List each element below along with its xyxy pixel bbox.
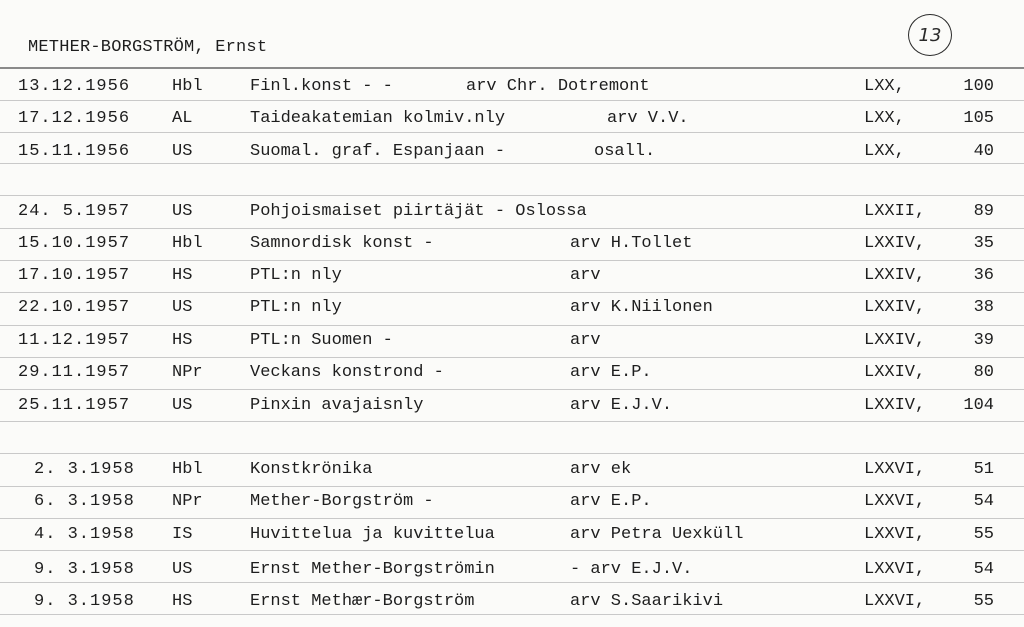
ruled-line (0, 550, 1024, 551)
ruled-line (0, 614, 1024, 615)
ruled-line (0, 421, 1024, 422)
ruled-line (0, 453, 1024, 454)
entry-source: NPr (172, 363, 203, 382)
entry-source: US (172, 202, 193, 221)
entry-source: Hbl (172, 77, 203, 96)
entry-page: 51 (973, 460, 994, 479)
entry-title: Pinxin avajaisnly (250, 396, 424, 415)
entry-source: HS (172, 266, 193, 285)
entry-source: US (172, 560, 193, 579)
entry-volume: LXX, (864, 109, 905, 128)
entry-review: arv H.Tollet (570, 234, 693, 253)
entry-review: arv K.Niilonen (570, 298, 713, 317)
entry-source: HS (172, 331, 193, 350)
entry-review: arv E.P. (570, 363, 652, 382)
entry-title: PTL:n nly (250, 266, 342, 285)
entry-review: arv Chr. Dotremont (466, 77, 650, 96)
entry-title: Finl.konst - - (250, 77, 393, 96)
entry-date: 17.10.1957 (18, 266, 131, 285)
entry-volume: LXXII, (864, 202, 926, 221)
entry-volume: LXXIV, (864, 331, 926, 350)
ruled-line (0, 195, 1024, 196)
entry-review: - arv E.J.V. (570, 560, 693, 579)
entry-review: arv (570, 266, 601, 285)
entry-volume: LXXIV, (864, 363, 926, 382)
ruled-line (0, 260, 1024, 261)
entry-title: Ernst Mether-Borgströmin (250, 560, 495, 579)
entry-source: HS (172, 592, 193, 611)
entry-page: 35 (973, 234, 994, 253)
entry-source: IS (172, 525, 193, 544)
ruled-line (0, 67, 1024, 69)
entry-title: Pohjoismaiset piirtäjät - Oslossa (250, 202, 587, 221)
entry-review: arv ek (570, 460, 632, 479)
entry-date: 24. 5.1957 (18, 202, 131, 221)
entry-volume: LXX, (864, 77, 905, 96)
entry-review: arv S.Saarikivi (570, 592, 724, 611)
ruled-line (0, 292, 1024, 293)
entry-title: PTL:n Suomen - (250, 331, 393, 350)
ruled-line (0, 389, 1024, 390)
entry-review: arv (570, 331, 601, 350)
entry-date: 13.12.1956 (18, 77, 131, 96)
entry-volume: LXXIV, (864, 298, 926, 317)
ruled-line (0, 486, 1024, 487)
entry-date: 22.10.1957 (18, 298, 131, 317)
entry-page: 100 (963, 77, 994, 96)
entry-page: 36 (973, 266, 994, 285)
entry-review: arv E.J.V. (570, 396, 673, 415)
entry-volume: LXXVI, (864, 560, 926, 579)
entry-title: PTL:n nly (250, 298, 342, 317)
ruled-line (0, 228, 1024, 229)
entry-volume: LXXIV, (864, 234, 926, 253)
entry-date: 6. 3.1958 (34, 492, 135, 511)
entry-review: arv V.V. (607, 109, 689, 128)
card-name: METHER-BORGSTRÖM, Ernst (28, 38, 268, 57)
entry-date: 11.12.1957 (18, 331, 131, 350)
entry-source: AL (172, 109, 193, 128)
entry-page: 105 (963, 109, 994, 128)
entry-source: US (172, 142, 193, 161)
entry-volume: LXXIV, (864, 266, 926, 285)
entry-volume: LXXVI, (864, 492, 926, 511)
entry-title: Konstkrönika (250, 460, 373, 479)
entry-date: 2. 3.1958 (34, 460, 135, 479)
ruled-line (0, 325, 1024, 326)
entry-review: osall. (594, 142, 656, 161)
entry-title: Samnordisk konst - (250, 234, 434, 253)
ruled-line (0, 582, 1024, 583)
ruled-line (0, 163, 1024, 164)
ruled-line (0, 518, 1024, 519)
entry-volume: LXXVI, (864, 525, 926, 544)
entry-review: arv E.P. (570, 492, 652, 511)
entry-source: Hbl (172, 460, 203, 479)
entry-volume: LXXIV, (864, 396, 926, 415)
entry-date: 15.10.1957 (18, 234, 131, 253)
entry-page: 55 (973, 592, 994, 611)
entry-page: 54 (973, 560, 994, 579)
entry-date: 4. 3.1958 (34, 525, 135, 544)
entry-title: Suomal. graf. Espanjaan - (250, 142, 506, 161)
entry-page: 40 (973, 142, 994, 161)
entry-source: US (172, 396, 193, 415)
entry-page: 89 (973, 202, 994, 221)
ruled-line (0, 132, 1024, 133)
entry-title: Taideakatemian kolmiv.nly (250, 109, 506, 128)
ruled-line (0, 357, 1024, 358)
entry-date: 17.12.1956 (18, 109, 131, 128)
entry-date: 15.11.1956 (18, 142, 131, 161)
entry-page: 104 (963, 396, 994, 415)
entry-page: 54 (973, 492, 994, 511)
ruled-line (0, 100, 1024, 101)
entry-page: 80 (973, 363, 994, 382)
entry-title: Mether-Borgström - (250, 492, 434, 511)
entry-date: 29.11.1957 (18, 363, 131, 382)
entry-page: 38 (973, 298, 994, 317)
entry-title: Veckans konstrond - (250, 363, 444, 382)
entry-volume: LXX, (864, 142, 905, 161)
entry-source: Hbl (172, 234, 203, 253)
entry-volume: LXXVI, (864, 592, 926, 611)
entry-review: arv Petra Uexküll (570, 525, 744, 544)
entry-date: 25.11.1957 (18, 396, 131, 415)
entry-source: NPr (172, 492, 203, 511)
entry-page: 39 (973, 331, 994, 350)
entry-date: 9. 3.1958 (34, 592, 135, 611)
entry-source: US (172, 298, 193, 317)
entry-volume: LXXVI, (864, 460, 926, 479)
card-number: 13 (908, 14, 952, 56)
entry-date: 9. 3.1958 (34, 560, 135, 579)
entry-page: 55 (973, 525, 994, 544)
entry-title: Ernst Methær-Borgström (250, 592, 475, 611)
entry-title: Huvittelua ja kuvittelua (250, 525, 495, 544)
